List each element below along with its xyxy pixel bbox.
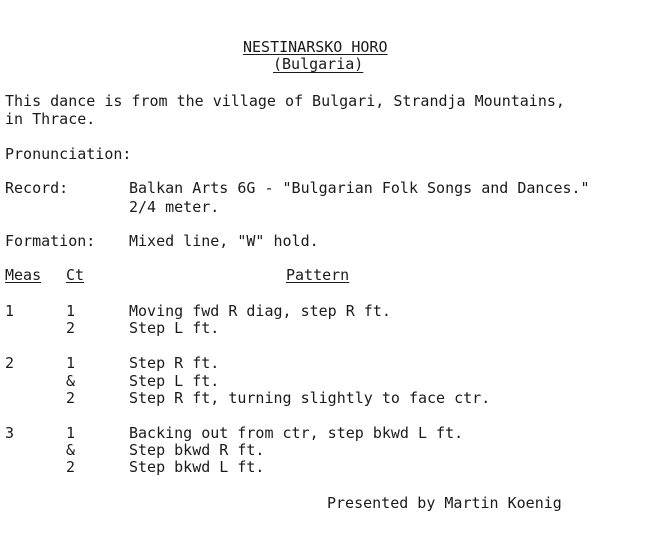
row-6-ct: 1 [66,424,76,442]
record-line-1: Balkan Arts 6G - "Bulgarian Folk Songs and Dances." [129,179,590,197]
dance-title: NESTINARSKO HORO [243,38,388,56]
row-4-ct: & [66,372,76,390]
formation-label: Formation: [5,232,96,250]
formation-value: Mixed line, "W" hold. [129,232,319,250]
row-1-ct: 1 [66,302,76,320]
row-3-ct: 1 [66,354,76,372]
intro-line-2: in Thrace. [5,110,96,128]
header-ct: Ct [66,266,85,284]
header-meas: Meas [5,266,42,284]
row-7-pattern: Step bkwd R ft. [129,441,265,459]
record-line-2: 2/4 meter. [129,198,220,216]
row-4-pattern: Step L ft. [129,372,220,390]
row-6-pattern: Backing out from ctr, step bkwd L ft. [129,424,464,442]
row-7-ct: & [66,441,76,459]
row-1-pattern: Moving fwd R diag, step R ft. [129,302,391,320]
row-3-meas: 2 [5,354,15,372]
record-label: Record: [5,179,69,197]
row-2-ct: 2 [66,319,76,337]
row-8-ct: 2 [66,458,76,476]
presenter-credit: Presented by Martin Koenig [327,494,562,512]
pronunciation-label: Pronunciation: [5,145,132,163]
row-6-meas: 3 [5,424,15,442]
row-1-meas: 1 [5,302,15,320]
row-2-pattern: Step L ft. [129,319,220,337]
intro-line-1: This dance is from the village of Bulgari, Strandja Mountains, [5,92,565,110]
row-3-pattern: Step R ft. [129,354,220,372]
row-8-pattern: Step bkwd L ft. [129,458,265,476]
header-pattern: Pattern [286,266,350,284]
row-5-pattern: Step R ft, turning slightly to face ctr. [129,389,491,407]
country-subtitle: (Bulgaria) [273,55,364,73]
row-5-ct: 2 [66,389,76,407]
